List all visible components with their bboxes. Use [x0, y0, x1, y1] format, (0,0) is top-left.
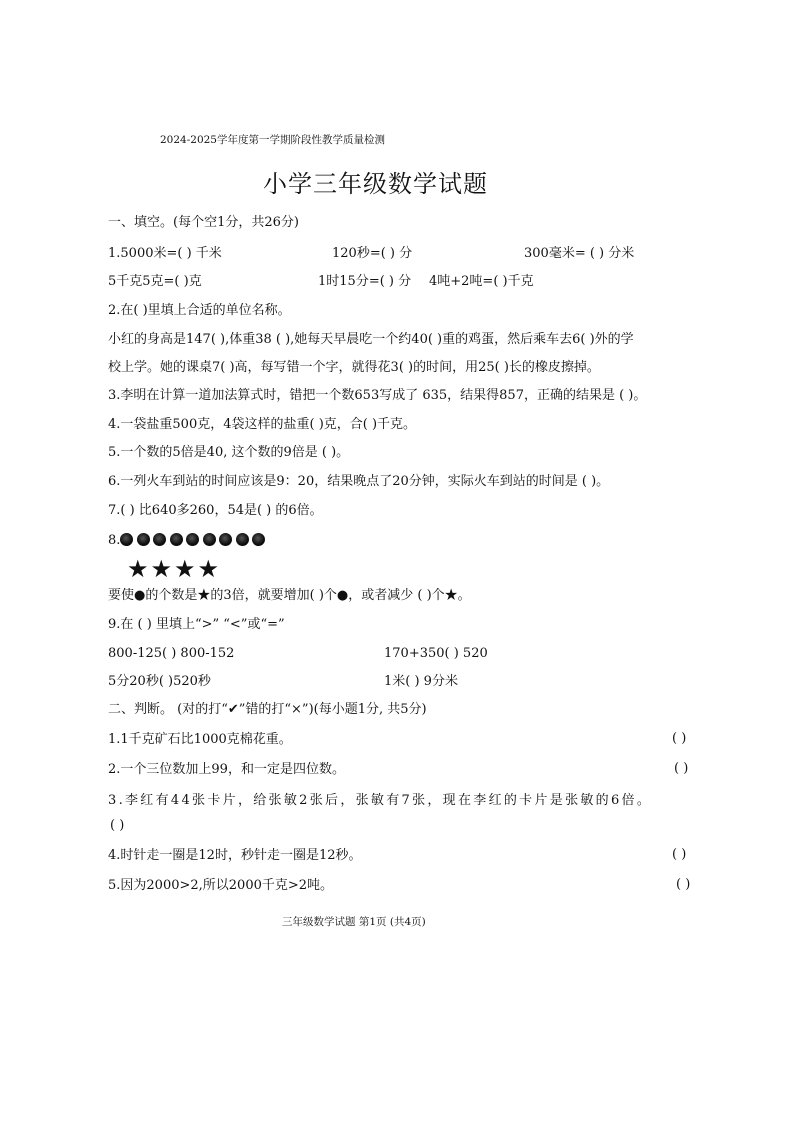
judge-answer-3: ( ) [110, 818, 125, 833]
dot-icon [203, 533, 216, 546]
q8-number: 8. [108, 533, 121, 548]
judge-item-3: 3.李红有44张卡片，给张敏2张后，张敏有7张，现在李红的卡片是张敏的6倍。 [108, 793, 653, 808]
dot-icon [120, 533, 133, 546]
q7: 7.( ) 比640多260，54是( ) 的6倍。 [108, 503, 323, 518]
q1-b: 120秒=( ) 分 [332, 246, 413, 261]
q3: 3.李明在计算一道加法算式时，错把一个数653写成了 635，结果得857，正确的结果是 ( )。 [108, 388, 647, 403]
judge-item-2: 2.一个三位数加上99，和一定是四位数。 [108, 762, 345, 777]
page-footer: 三年级数学试题 第1页 (共4页) [282, 916, 426, 928]
q9-b: 170+350( ) 520 [384, 646, 488, 661]
dot-icon [219, 533, 232, 546]
dot-icon [137, 533, 150, 546]
q4: 4.一袋盐重500克，4袋这样的盐重( )克，合( )千克。 [108, 417, 417, 432]
q2-line2: 校上学。她的课桌7( )高，每写错一个字，就得花3( )的时间，用25( )长的橡皮擦掉。 [108, 360, 600, 375]
q1-e: 1时15分=( ) 分 [318, 274, 412, 289]
q9-c: 5分20秒( )520秒 [108, 674, 211, 689]
exam-subtitle: 2024-2025学年度第一学期阶段性教学质量检测 [160, 134, 385, 146]
q1-c: 300毫米= ( ) 分米 [524, 246, 635, 261]
q1-f: 4吨+2吨=( )千克 [429, 274, 534, 289]
stars-row: ★★★★ [127, 555, 222, 583]
q2-heading: 2.在( )里填上合适的单位名称。 [108, 303, 291, 318]
q9-a: 800-125( ) 800-152 [108, 646, 235, 661]
judge-item-4: 4.时针走一圈是12时，秒针走一圈是12秒。 [108, 848, 362, 863]
q1-a: 1.5000米=( ) 千米 [108, 246, 222, 261]
q6: 6.一列火车到站的时间应该是9：20，结果晚点了20分钟，实际火车到站的时间是 ( )。 [108, 474, 610, 489]
section2-heading: 二、判断。 (对的打“✔”错的打“×”)(每小题1分, 共5分) [108, 702, 427, 717]
q5: 5.一个数的5倍是40, 这个数的9倍是 ( )。 [108, 445, 350, 460]
judge-answer-1: ( ) [672, 731, 687, 746]
dot-icon [153, 533, 166, 546]
judge-item-1: 1.1千克矿石比1000克棉花重。 [108, 732, 292, 747]
q8-row [108, 532, 269, 550]
judge-answer-5: ( ) [676, 877, 691, 892]
judge-item-5: 5.因为2000>2,所以2000千克>2吨。 [108, 878, 334, 893]
page-title: 小学三年级数学试题 [263, 170, 488, 198]
dot-icon [236, 533, 249, 546]
q9-d: 1米( ) 9分米 [384, 674, 458, 689]
judge-answer-2: ( ) [674, 761, 689, 776]
q9-heading: 9.在 ( ) 里填上“>” “<”或“=” [108, 617, 285, 632]
q8-text: 要使●的个数是★的3倍，就要增加( )个●，或者减少 ( )个★。 [108, 588, 471, 603]
section1-heading: 一、填空。(每个空1分，共26分) [108, 215, 299, 230]
q1-d: 5千克5克=( )克 [108, 274, 202, 289]
dot-icon [186, 533, 199, 546]
q2-line1: 小红的身高是147( ),体重38 ( ),她每天早晨吃一个约40( )重的鸡蛋，然后乘车去6( )外的学 [108, 332, 634, 347]
dot-icon [170, 533, 183, 546]
judge-answer-4: ( ) [672, 847, 687, 862]
dot-icon [252, 533, 265, 546]
dots-group [120, 533, 269, 548]
